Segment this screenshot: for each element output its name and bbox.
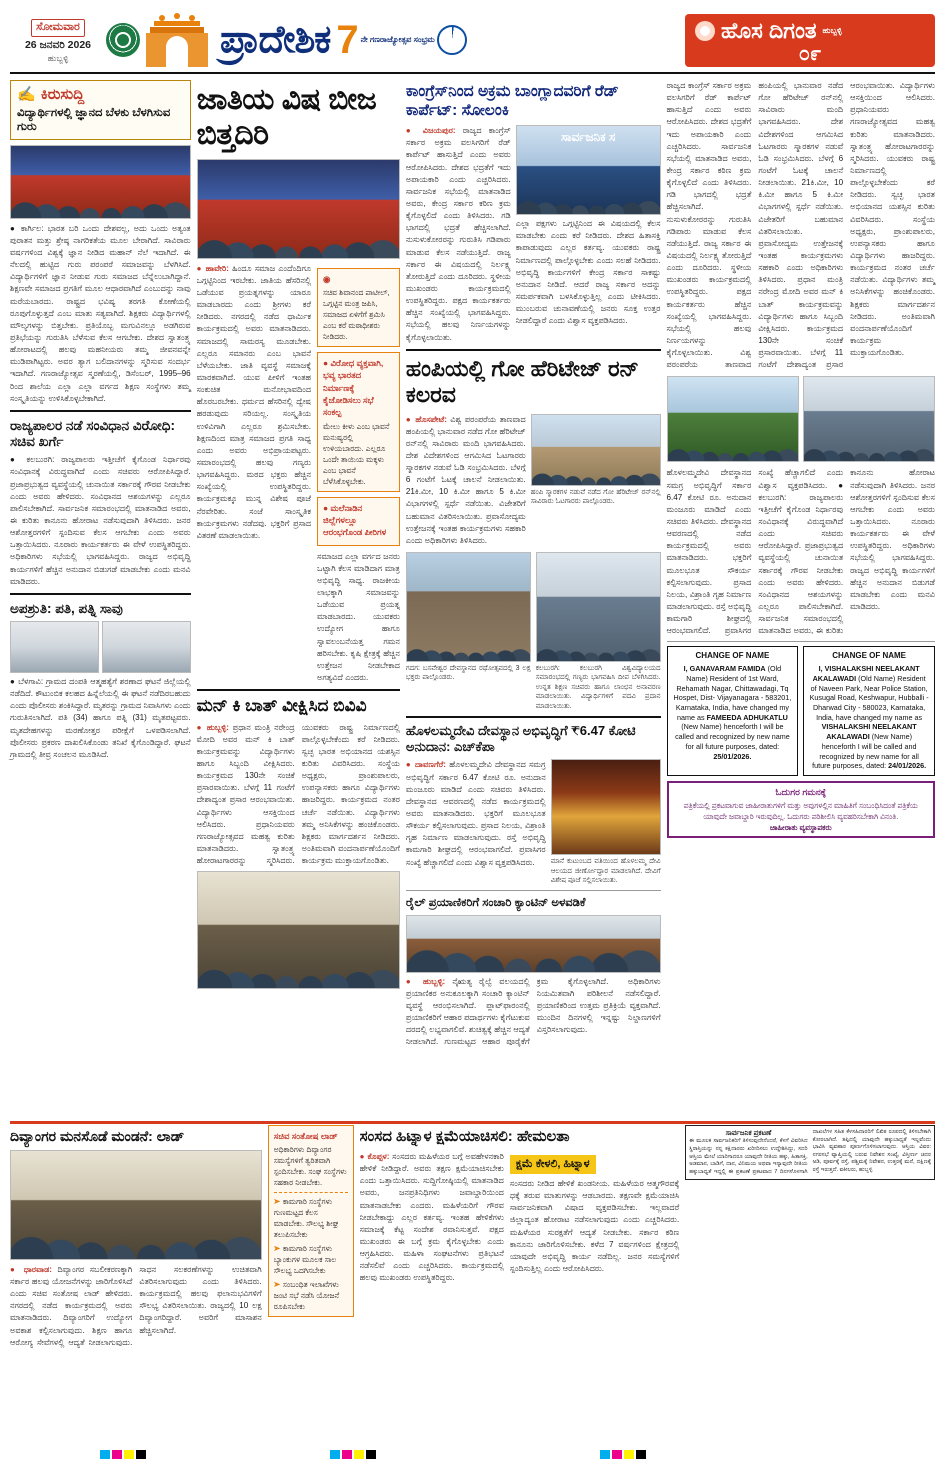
masthead [10, 8, 935, 74]
hampi-text-col [406, 414, 526, 548]
congress-body-wrap [406, 125, 511, 344]
cmyk-mid [330, 1450, 376, 1459]
bottom-column-1 [10, 1125, 262, 1349]
temple-photo [551, 759, 661, 855]
divyanga-body-2: ರಾಜ್ಯದಲ್ಲಿ 10 ಲಕ್ಷ ದಿವ್ಯಾಂಗರಿದ್ದಾರೆ. ಅವರಿಗೆ ಮಾಸಾಶನ ಹೆಚ್ಚಿಸಲಾಗಿದೆ. [139, 1301, 262, 1335]
col4-temple-cont: ಹೊಳಲಮ್ಮದೇವಿ ದೇವಸ್ಥಾನದ ಸಮಗ್ರ ಅಭಿವೃದ್ಧಿಗೆ ಸರ್ಕಾರ 6.47 ಕೋಟಿ ರೂ. ಅನುದಾನ ಮಂಜೂರು ಮಾಡಿದೆ ಎಂದು ಸಚಿವರು ತಿಳಿಸಿದರು. ದೇವಸ್ಥಾನದ ಆವರಣದಲ್ಲಿ ನಡೆದ ಕಾರ್ಯಕ್ರಮದಲ್ಲಿ ಅವರು ಮಾತನಾಡಿದರು. ಭಕ್ತರಿಗೆ ಮೂಲಭೂತ ಸೌಕರ್ಯ ಕಲ್ಪಿಸಲಾಗುವುದು. ಪ್ರಸಾದ ನಿಲಯ, ವಿಶ್ರಾಂತಿ ಗೃಹ ನಿರ್ಮಾಣ ಮಾಡಲಾಗುವುದು. ರಸ್ತೆ ಅಭಿವೃದ್ಧಿ ಕಾಮಗಾರಿ ಶೀಘ್ರದಲ್ಲಿ ಆರಂಭವಾಗಲಿದೆ. ಪ್ರವಾಸಿಗರ ಸಂಖ್ಯೆ ಹೆಚ್ಚಾಗಲಿದೆ ಎಂದು ವಿಶ್ವಾಸ ವ್ಯಕ್ತಪಡಿಸಿದರು. [666, 468, 844, 636]
divyanga-box-title: ಸಚಿವ ಸಂತೋಷ ಲಾಡ್‌ [273, 1131, 338, 1141]
manki-photo [197, 871, 400, 989]
divyanga-photo [10, 1150, 262, 1260]
hemalatha-wrap [360, 1151, 680, 1285]
hemalatha-text-col [360, 1151, 504, 1285]
main-dateline: ● ಹಾವೇರಿ: [196, 263, 229, 273]
cmyk-magenta-3 [612, 1450, 622, 1459]
bottom-columns [10, 1125, 935, 1349]
bottom-column-4 [685, 1125, 935, 1349]
col4-governor-cont: ● ಕಲಬುರಗಿ: ರಾಜ್ಯಪಾಲರು ಇತ್ತೀಚೆಗೆ ಕೈಗೊಂಡ ನಿರ್ಧಾರವು ಸಂವಿಧಾನಕ್ಕೆ ವಿರುದ್ಧವಾಗಿದೆ ಎಂದು ಸಚಿವರು ಆರೋಪಿಸಿದ್ದಾರೆ. ಪ್ರಜಾಪ್ರಭುತ್ವದ ವ್ಯವಸ್ಥೆಯಲ್ಲಿ ಚುನಾಯಿತ ಸರ್ಕಾರಕ್ಕೆ ಗೌರವ ನೀಡಬೇಕು ಎಂದು ಅವರು ಹೇಳಿದರು. ಸಂವಿಧಾನದ ಆಶಯಗಳನ್ನು ಎಲ್ಲರೂ ಪಾಲಿಸಬೇಕಾಗಿದೆ. ಸಾರ್ವಜನಿಕ ಸಮಾರಂಭದಲ್ಲಿ ಮಾತನಾಡಿದ ಅವರು, ಈ ಕುರಿತು ಕಾನೂನು ಹೋರಾಟ ನಡೆಸುವುದಾಗಿ ತಿಳಿಸಿದರು. ಜನರ ಆಶೋತ್ತರಗಳಿಗೆ ಸ್ಪಂದಿಸುವ ಕೆಲಸ ಆಗಬೇಕು ಎಂದು ಅವರು ಒತ್ತಾಯಿಸಿದರು. ನೂರಾರು ಕಾರ್ಯಕರ್ತರು ಈ ವೇಳೆ ಉಪಸ್ಥಿತರಿದ್ದರು. ಅಧಿಕಾರಿಗಳು ಸಭೆಯಲ್ಲಿ ಭಾಗವಹಿಸಿದ್ದರು. ರಾಜ್ಯದ ಅಭಿವೃದ್ಧಿ ಕಾರ್ಯಗಳಿಗೆ ಹೆಚ್ಚಿನ ಅನುದಾನ ಬಿಡುಗಡೆ ಮಾಡಬೇಕು ಎಂದು ಮನವಿ ಮಾಡಿದರು. [758, 468, 935, 636]
anniversary-text: ನೇ ಗಣರಾಜ್ಯೋತ್ಸವ ಸಂಭ್ರಮ [360, 35, 435, 45]
apashruti-headline: ಅಪಶ್ರುತಿ: ಪತಿ, ಪತ್ನಿ ಸಾವು [10, 600, 123, 616]
brand-name-row [695, 18, 925, 44]
congress-text-col [406, 125, 511, 344]
column-1 [10, 80, 191, 1048]
india-gate-icon [140, 13, 214, 67]
col4-hampi-cont: ವಿಶ್ವ ಪರಂಪರೆಯ ತಾಣವಾದ ಹಂಪಿಯಲ್ಲಿ ಭಾನುವಾರ ನಡೆದ ಗೋ ಹೆರಿಟೇಜ್ ರನ್‌ನಲ್ಲಿ ಸಾವಿರಾರು ಮಂದಿ ಭಾಗವಹಿಸಿದರು. ದೇಶ ವಿದೇಶಗಳಿಂದ ಆಗಮಿಸಿದ ಓಟಗಾರರು ಸ್ಮಾರಕಗಳ ನಡುವೆ ಓಡಿ ಸಂಭ್ರಮಿಸಿದರು. ಬೆಳಗ್ಗೆ 6 ಗಂಟೆಗೆ ಓಟಕ್ಕೆ ಚಾಲನೆ ನೀಡಲಾಯಿತು. 21ಕಿ.ಮೀ, 10 ಕಿ.ಮೀ ಹಾಗೂ 5 ಕಿ.ಮೀ ವಿಭಾಗಗಳಲ್ಲಿ ಸ್ಪರ್ಧೆ ನಡೆಯಿತು. ವಿಜೇತರಿಗೆ ಬಹುಮಾನ ವಿತರಿಸಲಾಯಿತು. ಪ್ರವಾಸೋದ್ಯಮ ಉತ್ತೇಜನಕ್ಕೆ ಇಂತಹ ಕಾರ್ಯಕ್ರಮಗಳು ಸಹಕಾರಿ ಎಂದು ಅಧಿಕಾರಿಗಳು ತಿಳಿಸಿದರು. [666, 81, 844, 370]
hampi-wrap [406, 414, 661, 548]
hampi-photo-2 [406, 552, 531, 662]
col4-photos [667, 376, 935, 462]
divyanga-box-item-1-text: ಕಾಮಗಾರಿ ಸಂಸ್ಥೆಗಳು ಗುಣಮಟ್ಟದ ಕೆಲಸ ಮಾಡಬೇಕು. ಸೌಲಭ್ಯ ಶೀಘ್ರ ತಲುಪಿಸಬೇಕು [273, 1197, 339, 1240]
masthead-date: 26 ಜನವರಿ 2026 [24, 39, 92, 51]
hampi-photo-3-wrap [536, 552, 661, 711]
page-number: ೦೯ [798, 42, 822, 65]
classified-head: ಓದುಗರ ಗಮನಕ್ಕೆ [775, 787, 827, 798]
public-notice-title: ಸಾರ್ವಜನಿಕ ಪ್ರಕಟಣೆ [725, 1130, 772, 1137]
masthead-date-block [10, 16, 106, 64]
change-of-name-1-date: 25/01/2026. [713, 751, 752, 761]
hampi-photo-2-wrap [406, 552, 531, 711]
brand-name: ಹೊಸ ದಿಗಂತ [721, 17, 817, 43]
anniversary-badge [336, 20, 466, 60]
divyanga-body: ದಿವ್ಯಾಂಗರ ಸಬಲೀಕರಣಕ್ಕಾಗಿ ಸರ್ಕಾರ ಹಲವು ಯೋಜನೆಗಳನ್ನು ಜಾರಿಗೊಳಿಸಿದೆ ಎಂದು ಸಚಿವ ಸಂತೋಷ ಲಾಡ್ ಹೇಳಿದರು. ನಗರದಲ್ಲಿ ನಡೆದ ಕಾರ್ಯಕ್ರಮದಲ್ಲಿ ಅವರು ಮಾತನಾಡಿದರು. ದಿವ್ಯಾಂಗರಿಗೆ ಉದ್ಯೋಗ ಅವಕಾಶ ಕಲ್ಪಿಸಲಾಗುವುದು. ಶಿಕ್ಷಣ ಹಾಗೂ ಆರೋಗ್ಯ ಸೇವೆಗಳಲ್ಲಿ ಆದ್ಯತೆ ನೀಡಲಾಗುವುದು. ಸಾಧನ ಸಲಕರಣೆಗಳನ್ನು ಉಚಿತವಾಗಿ ವಿತರಿಸಲಾಗುವುದು ಎಂದು ತಿಳಿಸಿದರು. ಕಾರ್ಯಕ್ರಮದಲ್ಲಿ ಹಲವು ಫಲಾನುಭವಿಗಳಿಗೆ ಸೌಲಭ್ಯ ವಿತರಿಸಲಾಯಿತು. [10, 1264, 262, 1347]
change-of-name-1 [667, 646, 799, 776]
apashruti-body: ● ಬೆಳಗಾವಿ: ಗ್ರಾಮದ ದಂಪತಿ ಆತ್ಮಹತ್ಯೆಗೆ ಶರಣಾದ ಘಟನೆ ಜಿಲ್ಲೆಯಲ್ಲಿ ನಡೆದಿದೆ. ಕೌಟುಂಬಿಕ ಕಲಹದ ಹಿನ್ನೆಲೆಯಲ್ಲಿ ಈ ಘಟನೆ ನಡೆದಿರಬಹುದು ಎಂದು ಪೊಲೀಸರು ಶಂಕಿಸಿದ್ದಾರೆ. ಮೃತರನ್ನು ಗ್ರಾಮದ ನಿವಾಸಿಗಳು ಎಂದು ಗುರುತಿಸಲಾಗಿದೆ. ಪತಿ (34) ಹಾಗೂ ಪತ್ನಿ (31) ಮೃತಪಟ್ಟವರು. ಮೃತದೇಹಗಳನ್ನು ಮರಣೋತ್ತರ ಪರೀಕ್ಷೆಗೆ ಒಳಪಡಿಸಲಾಗಿದೆ. ಪೊಲೀಸರು ಪ್ರಕರಣ ದಾಖಲಿಸಿಕೊಂಡು ತನಿಖೆ ಕೈಗೊಂಡಿದ್ದಾರೆ. ಘಟನೆ ಗ್ರಾಮದಲ್ಲಿ ತೀವ್ರ ಸಂಚಲನ ಮೂಡಿಸಿದೆ. [10, 676, 191, 759]
rail-dateline: ● ಹುಬ್ಬಳ್ಳಿ: [405, 976, 446, 986]
public-notice-body: ಈ ಮೂಲಕ ಸಾರ್ವಜನಿಕರಿಗೆ ತಿಳಿಸುವುದೇನೆಂದರೆ, ಕೆಳಗೆ ವಿವರಿಸಿದ ಸ್ಥಿರಾಸ್ತಿಯನ್ನು ನನ್ನ ಕಕ್ಷಿದಾರರು ಖರೀದಿಸಲು ಉದ್ದೇಶಿಸಿದ್ದು, ಸದರಿ ಆಸ್ತಿಯ ಮೇಲೆ ಯಾರಿಗಾದರೂ ಯಾವುದೇ ರೀತಿಯ ಹಕ್ಕು, ಹಿತಾಸಕ್ತಿ, ಅಡಮಾನ, ಬಾಡಿಗೆ, ದಾನ, ವಿನಿಮಯ ಅಥವಾ ಇನ್ಯಾವುದೇ ರೀತಿಯ ಹಕ್ಕುಬಾಧ್ಯತೆ ಇದ್ದಲ್ಲಿ ಈ ಪ್ರಕಟಣೆ ಪ್ರಕಟವಾದ 7 ದಿನಗಳೊಳಗಾಗಿ ದಾಖಲೆಗಳ ಸಹಿತ ಕೆಳಸಹಿದಾರರಿಗೆ ಲಿಖಿತ ರೂಪದಲ್ಲಿ ತಿಳಿಸಬೇಕಾಗಿ ಕೋರಲಾಗಿದೆ. ತಪ್ಪಿದಲ್ಲಿ ಯಾವುದೇ ಹಕ್ಕುಬಾಧ್ಯತೆ ಇಲ್ಲವೆಂದು ಭಾವಿಸಿ ವ್ಯವಹಾರ ಪೂರ್ಣಗೊಳಿಸಲಾಗುವುದು. ಆಸ್ತಿಯ ವಿವರ: ನಗರಸಭೆ ವ್ಯಾಪ್ತಿಯಲ್ಲಿ ಬರುವ ನಿವೇಶನ ಸಂಖ್ಯೆ, ವಿಸ್ತೀರ್ಣ ಚದರ ಅಡಿ, ಪೂರ್ವಕ್ಕೆ ರಸ್ತೆ, ಪಶ್ಚಿಮಕ್ಕೆ ನಿವೇಶನ, ಉತ್ತರಕ್ಕೆ ಮನೆ, ದಕ್ಷಿಣಕ್ಕೆ ರಸ್ತೆ ಇರುತ್ತದೆ. [689, 1129, 931, 1175]
divyanga-box-item-2 [274, 1243, 348, 1276]
divider-5 [406, 716, 661, 718]
hampi-body: ವಿಶ್ವ ಪರಂಪರೆಯ ತಾಣವಾದ ಹಂಪಿಯಲ್ಲಿ ಭಾನುವಾರ ನಡೆದ ಗೋ ಹೆರಿಟೇಜ್ ರನ್‌ನಲ್ಲಿ ಸಾವಿರಾರು ಮಂದಿ ಭಾಗವಹಿಸಿದರು. ದೇಶ ವಿದೇಶಗಳಿಂದ ಆಗಮಿಸಿದ ಓಟಗಾರರು ಸ್ಮಾರಕಗಳ ನಡುವೆ ಓಡಿ ಸಂಭ್ರಮಿಸಿದರು. ಬೆಳಗ್ಗೆ 6 ಗಂಟೆಗೆ ಓಟಕ್ಕೆ ಚಾಲನೆ ನೀಡಲಾಯಿತು. 21ಕಿ.ಮೀ, 10 ಕಿ.ಮೀ ಹಾಗೂ 5 ಕಿ.ಮೀ ವಿಭಾಗಗಳಲ್ಲಿ ಸ್ಪರ್ಧೆ ನಡೆಯಿತು. ವಿಜೇತರಿಗೆ ಬಹುಮಾನ ವಿತರಿಸಲಾಯಿತು. ಪ್ರವಾಸೋದ್ಯಮ ಉತ್ತೇಜನಕ್ಕೆ ಇಂತಹ ಕಾರ್ಯಕ್ರಮಗಳು ಸಹಕಾರಿ ಎಂದು ಅಧಿಕಾರಿಗಳು ತಿಳಿಸಿದರು. [405, 414, 526, 545]
change-of-name-1-oldlabel: (Old Name) Resident of 1st Ward, Rehamath Nagar, Chittawadagi, Tq Hospet, Dist- Vijayanagara - 583201, Karnataka, India, have changed my name as [673, 664, 792, 722]
cmyk-black-2 [366, 1450, 376, 1459]
hampi-dateline: ● ಹೊಸಪೇಟೆ: [405, 414, 447, 424]
change-of-name-2-newname: VISHALAKSHI NEELAKANT AKALAWADI [821, 722, 917, 742]
col4-photo-1 [667, 376, 799, 462]
cmyk-magenta-2 [342, 1450, 352, 1459]
rail-photo [406, 915, 661, 973]
apashruti-photo-husband [102, 621, 191, 673]
cmyk-cyan [100, 1450, 110, 1459]
name-change-row [667, 646, 935, 776]
divyanga-dateline: ● ಧಾರವಾಡ: [10, 1264, 52, 1274]
temple-headline: ಹೊಳಲಮ್ಮದೇವಿ ದೇವಸ್ಥಾನ ಅಭಿವೃದ್ಧಿಗೆ ₹6.47 ಕೋಟಿ ಅನುದಾನ: ಎಚ್‌ಕೆಪಾ [405, 723, 636, 754]
change-of-name-1-newlabel: (New Name) henceforth I will be called and recognized by new name for all future purposes, dated: [675, 722, 790, 751]
main-box-2 [317, 352, 400, 492]
hampi-photo-3 [536, 552, 661, 662]
change-of-name-2-title: CHANGE OF NAME [832, 651, 907, 661]
col4-photo-2 [803, 376, 935, 462]
cmyk-cyan-2 [330, 1450, 340, 1459]
hampi-body-wrap [406, 414, 526, 548]
divyanga-box-item-3-text: ಸಂಬಂಧಿತ ಇಲಾಖೆಗಳು ಜಂಟಿ ಸಭೆ ನಡೆಸಿ ಯೋಜನೆ ರೂಪಿಸಬೇಕು [273, 1280, 340, 1312]
column-2 [197, 80, 400, 1048]
main-box-2-text: ಮೇಲು ಕೀಳು ಎಂಬ ಭಾವನೆ ಮನುಷ್ಯರಲ್ಲಿ ಉಳಿಯಬಾರದು. ಎಲ್ಲರೂ ಒಂದೇ ತಾಯಿಯ ಮಕ್ಕಳು ಎಂಬ ಭಾವನೆ ಬೆಳೆಸಿಕೊಳ್ಳಬೇಕು. [323, 421, 390, 486]
cmyk-cyan-3 [600, 1450, 610, 1459]
cmyk-yellow-3 [624, 1450, 634, 1459]
kirusuddi-body: ● ಕಾರ್ಗಿಲ: ಭಾರತ ಬರಿ ಒಂದು ದೇಶವಲ್ಲ, ಅದು ಒಂದು ಅತ್ಯಂತ ಪುರಾತನ ಮತ್ತು ಶ್ರೇಷ್ಠ ನಾಗರಿಕತೆಯ ಮೂಲ ಬೇರಾಗಿದೆ. ಸಾವಿರಾರು ವರ್ಷಗಳಿಂದ ವಿಶ್ವಕ್ಕೆ ಜ್ಞಾನ ನೀಡಿದ ಮಹಾನ್ ನೆಲೆ ಇದಾಗಿದೆ. ಈ ನೆಲದಲ್ಲಿ ಹುಟ್ಟಿದ ಗುರು ಪರಂಪರೆ ಸಮಾಜವನ್ನು ಬೆಳಗಿಸಿದೆ. ವಿದ್ಯಾರ್ಥಿಗಳಿಗೆ ಜ್ಞಾನ ನೀಡುವ ಗುರು ಸಮಾಜದ ಬೆನ್ನೆಲುಬಾಗಿದ್ದಾನೆ. ಶಿಕ್ಷಣವೇ ಸಮಾಜದ ಪ್ರಗತಿಗೆ ಮೂಲ ಆಧಾರವಾಗಿದೆ ಎಂಬುದನ್ನು ನಾವು ಮರೆಯಬಾರದು. ರಾಷ್ಟ್ರದ ಭವಿಷ್ಯ ತರಗತಿ ಕೋಣೆಯಲ್ಲಿ ರೂಪುಗೊಳ್ಳುತ್ತದೆ ಎಂಬ ಮಾತು ಸತ್ಯವಾಗಿದೆ. ಶಿಕ್ಷಕರು ವಿದ್ಯಾರ್ಥಿಗಳಲ್ಲಿ ಮೌಲ್ಯಗಳನ್ನು ಬಿತ್ತಬೇಕು. ಪ್ರತಿಯೊಬ್ಬ ಮಗುವಿನಲ್ಲೂ ಅಡಗಿರುವ ಪ್ರತಿಭೆಯನ್ನು ಗುರುತಿಸಿ ಬೆಳೆಸುವ ಕೆಲಸ ಆಗಬೇಕು. ದೇಶದ ಸ್ವಾತಂತ್ರ್ಯ ಹೋರಾಟದಲ್ಲಿ ಹಲವು ಮಹನೀಯರು ತಮ್ಮ ಜೀವನವನ್ನೇ ಮುಡಿಪಾಗಿಟ್ಟರು. ಅವರ ತ್ಯಾಗ ಬಲಿದಾನಗಳನ್ನು ಸ್ಮರಿಸುವ ಸಂದರ್ಭ ಇದಾಗಿದೆ. ಗಣರಾಜ್ಯೋತ್ಸವ ಸ್ಮರಣೆಯಲ್ಲಿ, ಡಿಸೆಂಬರ್, 1995–96 ರಿಂದ ಶಾಲೆಯ ಎಲ್ಲಾ ಎಲ್ಲಾ ವರ್ಗದ ಶಿಕ್ಷಣ ಸಂಸ್ಥೆಗಳು ತಮ್ಮ ಸಂಸ್ಕೃತಿಯನ್ನು ಉಳಿಸಿಕೊಳ್ಳಬೇಕಾಗಿದೆ. [10, 223, 191, 403]
col4-manki-cont: ಪ್ರಧಾನ ಮಂತ್ರಿ ನರೇಂದ್ರ ಮೋದಿ ಅವರ ಮನ್ ಕಿ ಬಾತ್ ಕಾರ್ಯಕ್ರಮವನ್ನು ವಿದ್ಯಾರ್ಥಿಗಳು ಹಾಗೂ ಸಿಬ್ಬಂದಿ ವೀಕ್ಷಿಸಿದರು. ಕಾರ್ಯಕ್ರಮದ 130ನೇ ಸಂಚಿಕೆ ಪ್ರಸಾರವಾಯಿತು. ಬೆಳಗ್ಗೆ 11 ಗಂಟೆಗೆ ದೇಶಾದ್ಯಂತ ಪ್ರಸಾರ ಆರಂಭವಾಯಿತು. ವಿದ್ಯಾರ್ಥಿಗಳು ಆಸಕ್ತಿಯಿಂದ ಆಲಿಸಿದರು. ಪ್ರಧಾನಿಯವರು ಗಣರಾಜ್ಯೋತ್ಸವದ ಮಹತ್ವ ಕುರಿತು ಮಾತನಾಡಿದರು. ಸ್ವಾತಂತ್ರ್ಯ ಹೋರಾಟಗಾರರನ್ನು ಸ್ಮರಿಸಿದರು. ಯುವಕರು ರಾಷ್ಟ್ರ ನಿರ್ಮಾಣದಲ್ಲಿ ಪಾಲ್ಗೊಳ್ಳಬೇಕೆಂದು ಕರೆ ನೀಡಿದರು. ಸ್ವಚ್ಛ ಭಾರತ ಅಭಿಯಾನದ ಯಶಸ್ಸಿನ ಕುರಿತು ವಿವರಿಸಿದರು. ಸಂಸ್ಥೆಯ ಅಧ್ಯಕ್ಷರು, ಪ್ರಾಂಶುಪಾಲರು, ಉಪನ್ಯಾಸಕರು ಹಾಗೂ ವಿದ್ಯಾರ್ಥಿಗಳು ಹಾಜರಿದ್ದರು. ಕಾರ್ಯಕ್ರಮದ ನಂತರ ಚರ್ಚೆ ನಡೆಯಿತು. ವಿದ್ಯಾರ್ಥಿಗಳು ತಮ್ಮ ಅನಿಸಿಕೆಗಳನ್ನು ಹಂಚಿಕೊಂಡರು. ಶಿಕ್ಷಕರು ಮಾರ್ಗದರ್ಶನ ನೀಡಿದರು. ಅಂತಿಮವಾಗಿ ವಂದನಾರ್ಪಣೆಯೊಂದಿಗೆ ಕಾರ್ಯಕ್ರಮ ಮುಕ್ತಾಯಗೊಂಡಿತು. [758, 81, 935, 370]
congress-photo-col [516, 125, 661, 344]
change-of-name-2-newlabel: (New Name) henceforth I will be called and recognized by new name for all future purposes, dated: [812, 732, 919, 771]
hampi-headline: ಹಂಪಿಯಲ್ಲಿ ಗೋ ಹೆರಿಟೇಜ್‌ ರನ್‌ ಕಲರವ [405, 355, 639, 408]
change-of-name-2-oldlabel: (Old Name) Resident of Naveen Park, Near Police Station, Kusugal Road, Keshwapur, Hubballi - Dharwad City - 580023, Karnataka, India, have changed my name as [809, 673, 929, 722]
divider-3 [197, 689, 400, 691]
change-of-name-1-oldname: I, GANAVARAM FAMIDA [683, 664, 766, 674]
arrow-icon-3: ➤ [273, 1280, 281, 1290]
main-dateline-body [197, 263, 311, 542]
temple-wrap [406, 759, 661, 885]
main-body-col [197, 263, 311, 684]
congress-wrap [406, 125, 661, 344]
kirusuddi-headline: ವಿದ್ಯಾರ್ಥಿಗಳಲ್ಲಿ ಜ್ಞಾನದ ಬೆಳಕು ಬೆಳಗಿಸುವ ಗುರು [17, 107, 171, 134]
cmyk-black [136, 1450, 146, 1459]
emblem-icon [106, 23, 140, 57]
manki-body-wrap [197, 722, 400, 868]
divider-7 [667, 641, 935, 642]
congress-body: ರಾಜ್ಯದ ಕಾಂಗ್ರೆಸ್ ಸರ್ಕಾರ ಅಕ್ರಮ ವಲಸಿಗರಿಗೆ ರೆಡ್ ಕಾರ್ಪೆಟ್ ಹಾಸುತ್ತಿದೆ ಎಂದು ಅವರು ಆರೋಪಿಸಿದರು. ದೇಶದ ಭದ್ರತೆಗೆ ಇದು ಅಪಾಯಕಾರಿ ಎಂದು ಎಚ್ಚರಿಸಿದರು. ಸಾರ್ವಜನಿಕ ಸಭೆಯಲ್ಲಿ ಮಾತನಾಡಿದ ಅವರು, ಕೇಂದ್ರ ಸರ್ಕಾರ ಕಠಿಣ ಕ್ರಮ ಕೈಗೊಳ್ಳಲಿದೆ ಎಂದು ತಿಳಿಸಿದರು. ಗಡಿ ಭಾಗದಲ್ಲಿ ಭದ್ರತೆ ಹೆಚ್ಚಿಸಲಾಗಿದೆ. ನುಸುಳುಕೋರರನ್ನು ಗುರುತಿಸಿ ಗಡಿಪಾರು ಮಾಡುವ ಕೆಲಸ ನಡೆಯುತ್ತಿದೆ. ರಾಜ್ಯ ಸರ್ಕಾರ ಈ ವಿಷಯದಲ್ಲಿ ನಿರ್ಲಕ್ಷ್ಯ ತೋರುತ್ತಿದೆ ಎಂದು ದೂರಿದರು. ಸ್ಥಳೀಯ ಮುಖಂಡರು ಕಾರ್ಯಕ್ರಮದಲ್ಲಿ ಉಪಸ್ಥಿತರಿದ್ದರು. ಪಕ್ಷದ ಕಾರ್ಯಕರ್ತರು ಹೆಚ್ಚಿನ ಸಂಖ್ಯೆಯಲ್ಲಿ ಭಾಗವಹಿಸಿದ್ದರು. ಸಭೆಯಲ್ಲಿ ಹಲವು ನಿರ್ಣಯಗಳನ್ನು ಕೈಗೊಳ್ಳಲಾಯಿತು. [405, 126, 511, 342]
column-4 [667, 80, 935, 1048]
divyanga-headline: ದಿವ್ಯಾಂಗರ ಮನಸೊಡೆ ಮಂಡನೆ: ಲಾಡ್‌ [10, 1128, 185, 1144]
hemalatha-headline: ಸಂಸದ ಹಿಟ್ನಾಳ ಕ್ಷಮೆಯಾಚಿಸಲಿ: ಹೇಮಲತಾ [359, 1128, 570, 1145]
divyanga-body-wrap [10, 1264, 262, 1349]
section-title: ಪ್ರಾದೇಶಿಕ [220, 18, 331, 61]
divider-4 [406, 349, 661, 351]
col4-photo-1-wrap [667, 376, 799, 462]
kirusuddi-photo [10, 145, 191, 219]
divider-6 [406, 890, 661, 891]
kirusuddi-title-row [17, 85, 184, 103]
manki-dateline: ● ಹುಬ್ಬಳ್ಳಿ: [196, 722, 229, 732]
main-box-3-body: ಸಮಾಜದ ಎಲ್ಲಾ ವರ್ಗದ ಜನರು ಒಟ್ಟಾಗಿ ಕೆಲಸ ಮಾಡಿದಾಗ ಮಾತ್ರ ಅಭಿವೃದ್ಧಿ ಸಾಧ್ಯ. ರಾಜಕೀಯ ಲಾಭಕ್ಕಾಗಿ ಸಮಾಜವನ್ನು ಒಡೆಯುವ ಪ್ರಯತ್ನ ಮಾಡಬಾರದು. ಯುವಕರು ಉದ್ಯೋಗ ಹಾಗೂ ಸ್ವಾವಲಂಬನೆಯತ್ತ ಗಮನ ಹರಿಸಬೇಕು. ಕೃಷಿ ಕ್ಷೇತ್ರಕ್ಕೆ ಹೆಚ್ಚಿನ ಉತ್ತೇಜನ ನೀಡಬೇಕಾದ ಅಗತ್ಯವಿದೆ ಎಂದರು. [317, 551, 400, 682]
cmyk-left [100, 1450, 146, 1459]
temple-text-col [406, 759, 546, 885]
divyanga-box-item-1 [274, 1196, 348, 1240]
main-body: ಹಿಂದೂ ಸಮಾಜ ಎಂದೆಂದಿಗೂ ಒಗ್ಗಟ್ಟಿನಿಂದ ಇರಬೇಕು. ಜಾತಿಯ ಹೆಸರಿನಲ್ಲಿ ಒಡೆಯುವ ಪ್ರಯತ್ನಗಳನ್ನು ಯಾರೂ ಮಾಡಬಾರದು ಎಂದು ಶ್ರೀಗಳು ಕರೆ ನೀಡಿದರು. ನಗರದಲ್ಲಿ ನಡೆದ ಧಾರ್ಮಿಕ ಕಾರ್ಯಕ್ರಮದಲ್ಲಿ ಅವರು ಮಾತನಾಡಿದರು. ಸಮಾಜದಲ್ಲಿ ಸಾಮರಸ್ಯ ಮೂಡಬೇಕು. ಎಲ್ಲರೂ ಸಮಾನರು ಎಂಬ ಭಾವನೆ ಬೆಳೆಯಬೇಕು. ಜಾತಿ ವ್ಯವಸ್ಥೆ ಸಮಾಜಕ್ಕೆ ಮಾರಕವಾಗಿದೆ. ಯುವ ಪೀಳಿಗೆ ಇಂತಹ ಸಂಕುಚಿತ ಮನೋಭಾವದಿಂದ ಹೊರಬರಬೇಕು. ಧರ್ಮದ ಹೆಸರಿನಲ್ಲಿ ದ್ವೇಷ ಹರಡುವುದು ಸರಿಯಲ್ಲ. ಸಂಸ್ಕೃತಿಯ ಉಳಿವಿಗಾಗಿ ಎಲ್ಲರೂ ಶ್ರಮಿಸಬೇಕು. ಶಿಕ್ಷಣದಿಂದ ಮಾತ್ರ ಸಮಾಜದ ಪ್ರಗತಿ ಸಾಧ್ಯ ಎಂದು ಅವರು ಅಭಿಪ್ರಾಯಪಟ್ಟರು. ಸಮಾರಂಭದಲ್ಲಿ ಹಲವು ಗಣ್ಯರು ಭಾಗವಹಿಸಿದ್ದರು. ಮಠದ ಭಕ್ತರು ಹೆಚ್ಚಿನ ಸಂಖ್ಯೆಯಲ್ಲಿ ಉಪಸ್ಥಿತರಿದ್ದರು. ಕಾರ್ಯಕ್ರಮಕ್ಕೂ ಮುನ್ನ ವಿಶೇಷ ಪೂಜೆ ನೆರವೇರಿತು. ಸಂಜೆ ಸಾಂಸ್ಕೃತಿಕ ಕಾರ್ಯಕ್ರಮಗಳು ನಡೆದವು. ಭಕ್ತರಿಗೆ ಪ್ರಸಾದ ವಿತರಣೆ ಮಾಡಲಾಯಿತು. [196, 263, 312, 540]
col4-congress-cont: ರಾಜ್ಯದ ಕಾಂಗ್ರೆಸ್ ಸರ್ಕಾರ ಅಕ್ರಮ ವಲಸಿಗರಿಗೆ ರೆಡ್ ಕಾರ್ಪೆಟ್ ಹಾಸುತ್ತಿದೆ ಎಂದು ಅವರು ಆರೋಪಿಸಿದರು. ದೇಶದ ಭದ್ರತೆಗೆ ಇದು ಅಪಾಯಕಾರಿ ಎಂದು ಎಚ್ಚರಿಸಿದರು. ಸಾರ್ವಜನಿಕ ಸಭೆಯಲ್ಲಿ ಮಾತನಾಡಿದ ಅವರು, ಕೇಂದ್ರ ಸರ್ಕಾರ ಕಠಿಣ ಕ್ರಮ ಕೈಗೊಳ್ಳಲಿದೆ ಎಂದು ತಿಳಿಸಿದರು. ಗಡಿ ಭಾಗದಲ್ಲಿ ಭದ್ರತೆ ಹೆಚ್ಚಿಸಲಾಗಿದೆ. ನುಸುಳುಕೋರರನ್ನು ಗುರುತಿಸಿ ಗಡಿಪಾರು ಮಾಡುವ ಕೆಲಸ ನಡೆಯುತ್ತಿದೆ. ರಾಜ್ಯ ಸರ್ಕಾರ ಈ ವಿಷಯದಲ್ಲಿ ನಿರ್ಲಕ್ಷ್ಯ ತೋರುತ್ತಿದೆ ಎಂದು ದೂರಿದರು. ಸ್ಥಳೀಯ ಮುಖಂಡರು ಕಾರ್ಯಕ್ರಮದಲ್ಲಿ ಉಪಸ್ಥಿತರಿದ್ದರು. ಪಕ್ಷದ ಕಾರ್ಯಕರ್ತರು ಹೆಚ್ಚಿನ ಸಂಖ್ಯೆಯಲ್ಲಿ ಭಾಗವಹಿಸಿದ್ದರು. ಸಭೆಯಲ್ಲಿ ಹಲವು ನಿರ್ಣಯಗಳನ್ನು ಕೈಗೊಳ್ಳಲಾಯಿತು. [666, 81, 752, 358]
main-photo [197, 159, 400, 259]
anniversary-number: 7 [336, 18, 359, 62]
classified-notice [667, 781, 935, 838]
cmyk-black-3 [636, 1450, 646, 1459]
manki-body: ಪ್ರಧಾನ ಮಂತ್ರಿ ನರೇಂದ್ರ ಮೋದಿ ಅವರ ಮನ್ ಕಿ ಬಾತ್ ಕಾರ್ಯಕ್ರಮವನ್ನು ವಿದ್ಯಾರ್ಥಿಗಳು ಹಾಗೂ ಸಿಬ್ಬಂದಿ ವೀಕ್ಷಿಸಿದರು. ಕಾರ್ಯಕ್ರಮದ 130ನೇ ಸಂಚಿಕೆ ಪ್ರಸಾರವಾಯಿತು. ಬೆಳಗ್ಗೆ 11 ಗಂಟೆಗೆ ದೇಶಾದ್ಯಂತ ಪ್ರಸಾರ ಆರಂಭವಾಯಿತು. ವಿದ್ಯಾರ್ಥಿಗಳು ಆಸಕ್ತಿಯಿಂದ ಆಲಿಸಿದರು. ಪ್ರಧಾನಿಯವರು ಗಣರಾಜ್ಯೋತ್ಸವದ ಮಹತ್ವ ಕುರಿತು ಮಾತನಾಡಿದರು. ಸ್ವಾತಂತ್ರ್ಯ ಹೋರಾಟಗಾರರನ್ನು ಸ್ಮರಿಸಿದರು. ಯುವಕರು ರಾಷ್ಟ್ರ ನಿರ್ಮಾಣದಲ್ಲಿ ಪಾಲ್ಗೊಳ್ಳಬೇಕೆಂದು ಕರೆ ನೀಡಿದರು. ಸ್ವಚ್ಛ ಭಾರತ ಅಭಿಯಾನದ ಯಶಸ್ಸಿನ ಕುರಿತು ವಿವರಿಸಿದರು. ಸಂಸ್ಥೆಯ ಅಧ್ಯಕ್ಷರು, ಪ್ರಾಂಶುಪಾಲರು, ಉಪನ್ಯಾಸಕರು ಹಾಗೂ ವಿದ್ಯಾರ್ಥಿಗಳು ಹಾಜರಿದ್ದರು. ಕಾರ್ಯಕ್ರಮದ ನಂತರ ಚರ್ಚೆ ನಡೆಯಿತು. ವಿದ್ಯಾರ್ಥಿಗಳು ತಮ್ಮ ಅನಿಸಿಕೆಗಳನ್ನು ಹಂಚಿಕೊಂಡರು. ಶಿಕ್ಷಕರು ಮಾರ್ಗದರ್ಶನ ನೀಡಿದರು. ಅಂತಿಮವಾಗಿ ವಂದನಾರ್ಪಣೆಯೊಂದಿಗೆ ಕಾರ್ಯಕ್ರಮ ಮುಕ್ತಾಯಗೊಂಡಿತು. [196, 722, 400, 866]
hemalatha-dateline: ● ಕೊಪ್ಪಳ: [359, 1152, 390, 1161]
masthead-day: ಸೋಮವಾರ [31, 19, 85, 37]
bottom-rule [10, 1121, 935, 1124]
main-box-3-title: ● ಮಲೆನಾಡಿನ ಜಿಲ್ಲೆಗಳಲ್ಲೂ ಆರಂಭಗೊಂಡ ಪೀರಿಗಳ [323, 502, 387, 538]
hemalatha-body-wrap [360, 1151, 504, 1285]
column-3 [406, 80, 661, 1048]
governor-headline: ರಾಜ್ಯಪಾಲರ ನಡೆ ಸಂವಿಧಾನ ವಿರೋಧಿ: ಸಚಿವ ಖರ್ಗೆ [10, 417, 176, 450]
arrow-icon-2: ➤ [273, 1244, 281, 1254]
arrow-icon-1: ➤ [273, 1197, 281, 1207]
page-columns [10, 80, 935, 1048]
brand-sub: ಹುಬ್ಬಳ್ಳಿ [822, 25, 842, 35]
main-body-wrap [197, 263, 400, 684]
change-of-name-2 [803, 646, 935, 776]
public-notice [685, 1125, 935, 1180]
ashoka-chakra-icon [437, 25, 467, 55]
col4-top-text [667, 80, 935, 371]
hampi-caption-3: ಕಲಬುರಗಿ: ಕಲಬುರಗಿ ವಿಶ್ವವಿದ್ಯಾಲಯದ ಸಮಾರಂಭದಲ್ಲಿ ಗಣ್ಯರು ಭಾಗವಹಿಸಿ ದೀಪ ಬೆಳಗಿಸಿದರು. ಉನ್ನತ ಶಿಕ್ಷಣ ಸಚಿವರು ಹಾಗೂ ಲಾಂಛನ ಅನಾವರಣ ಮಾಡಲಾಯಿತು. ವಿದ್ಯಾರ್ಥಿಗಳಿಗೆ ಪದವಿ ಪ್ರದಾನ ಮಾಡಲಾಯಿತು. [535, 665, 661, 710]
kirusuddi-box [10, 80, 191, 140]
temple-dateline: ● ದಾವಣಗೆರೆ: [405, 760, 446, 770]
congress-body-2: ಎಲ್ಲಾ ಪಕ್ಷಗಳು ಒಗ್ಗಟ್ಟಿನಿಂದ ಈ ವಿಷಯದಲ್ಲಿ ಕೆಲಸ ಮಾಡಬೇಕು ಎಂದು ಕರೆ ನೀಡಿದರು. ದೇಶದ ಹಿತಾಸಕ್ತಿ ಕಾಪಾಡುವುದು ಎಲ್ಲರ ಕರ್ತವ್ಯ. ಯುವಕರು ರಾಷ್ಟ್ರ ನಿರ್ಮಾಣದಲ್ಲಿ ಪಾಲ್ಗೊಳ್ಳಬೇಕು ಎಂದು ಸಲಹೆ ನೀಡಿದರು. ಅಭಿವೃದ್ಧಿ ಕಾರ್ಯಗಳಿಗೆ ಕೇಂದ್ರ ಸರ್ಕಾರ ಸಾಕಷ್ಟು ಅನುದಾನ ನೀಡಿದೆ. ಆದರೆ ರಾಜ್ಯ ಸರ್ಕಾರ ಅದನ್ನು ಸಮರ್ಪಕವಾಗಿ ಬಳಸಿಕೊಳ್ಳುತ್ತಿಲ್ಲ ಎಂದು ಟೀಕಿಸಿದರು. ಮುಂಬರುವ ಚುನಾವಣೆಯಲ್ಲಿ ಜನರು ಸೂಕ್ತ ಉತ್ತರ ನೀಡಲಿದ್ದಾರೆ ಎಂದು ವಿಶ್ವಾಸ ವ್ಯಕ್ತಪಡಿಸಿದರು. [515, 219, 661, 326]
divider [10, 410, 191, 412]
change-of-name-2-date: 24/01/2026. [888, 761, 927, 771]
divyanga-box-item-3 [274, 1279, 348, 1312]
governor-body: ● ಕಲಬುರಗಿ: ರಾಜ್ಯಪಾಲರು ಇತ್ತೀಚೆಗೆ ಕೈಗೊಂಡ ನಿರ್ಧಾರವು ಸಂವಿಧಾನಕ್ಕೆ ವಿರುದ್ಧವಾಗಿದೆ ಎಂದು ಸಚಿವರು ಆರೋಪಿಸಿದ್ದಾರೆ. ಪ್ರಜಾಪ್ರಭುತ್ವದ ವ್ಯವಸ್ಥೆಯಲ್ಲಿ ಚುನಾಯಿತ ಸರ್ಕಾರಕ್ಕೆ ಗೌರವ ನೀಡಬೇಕು ಎಂದು ಅವರು ಹೇಳಿದರು. ಸಂವಿಧಾನದ ಆಶಯಗಳನ್ನು ಎಲ್ಲರೂ ಪಾಲಿಸಬೇಕಾಗಿದೆ. ಸಾರ್ವಜನಿಕ ಸಮಾರಂಭದಲ್ಲಿ ಮಾತನಾಡಿದ ಅವರು, ಈ ಕುರಿತು ಕಾನೂನು ಹೋರಾಟ ನಡೆಸುವುದಾಗಿ ತಿಳಿಸಿದರು. ಜನರ ಆಶೋತ್ತರಗಳಿಗೆ ಸ್ಪಂದಿಸುವ ಕೆಲಸ ಆಗಬೇಕು ಎಂದು ಅವರು ಒತ್ತಾಯಿಸಿದರು. ನೂರಾರು ಕಾರ್ಯಕರ್ತರು ಈ ವೇಳೆ ಉಪಸ್ಥಿತರಿದ್ದರು. ಅಧಿಕಾರಿಗಳು ಸಭೆಯಲ್ಲಿ ಭಾಗವಹಿಸಿದ್ದರು. ರಾಜ್ಯದ ಅಭಿವೃದ್ಧಿ ಕಾರ್ಯಗಳಿಗೆ ಹೆಚ್ಚಿನ ಅನುದಾನ ಬಿಡುಗಡೆ ಮಾಡಬೇಕು ಎಂದು ಮನವಿ ಮಾಡಿದರು. [10, 455, 191, 586]
congress-dateline: ● ವಿಜಯಪುರ: [405, 126, 456, 136]
rail-headline: ರೈಲ್‌ ಪ್ರಯಾಣಿಕರಿಗೆ ಸಂಚಾರಿ ಕ್ಯಾಂಟಿನ್‌ ಅಳವಡಿಕೆ [405, 896, 586, 909]
congress-headline: ಕಾಂಗ್ರೆಸ್‌ನಿಂದ ಅಕ್ರಮ ಬಾಂಗ್ಲಾದವರಿಗೆ ರೆಡ್‌ ಕಾರ್ಪೆಟ್‌: ಸೋಲಂಕಿ [405, 83, 619, 119]
temple-body: ಹೊಳಲಮ್ಮದೇವಿ ದೇವಸ್ಥಾನದ ಸಮಗ್ರ ಅಭಿವೃದ್ಧಿಗೆ ಸರ್ಕಾರ 6.47 ಕೋಟಿ ರೂ. ಅನುದಾನ ಮಂಜೂರು ಮಾಡಿದೆ ಎಂದು ಸಚಿವರು ತಿಳಿಸಿದರು. ದೇವಸ್ಥಾನದ ಆವರಣದಲ್ಲಿ ನಡೆದ ಕಾರ್ಯಕ್ರಮದಲ್ಲಿ ಅವರು ಮಾತನಾಡಿದರು. ಭಕ್ತರಿಗೆ ಮೂಲಭೂತ ಸೌಕರ್ಯ ಕಲ್ಪಿಸಲಾಗುವುದು. ಪ್ರಸಾದ ನಿಲಯ, ವಿಶ್ರಾಂತಿ ಗೃಹ ನಿರ್ಮಾಣ ಮಾಡಲಾಗುವುದು. ರಸ್ತೆ ಅಭಿವೃದ್ಧಿ ಕಾಮಗಾರಿ ಶೀಘ್ರದಲ್ಲಿ ಆರಂಭವಾಗಲಿದೆ. ಪ್ರವಾಸಿಗರ ಸಂಖ್ಯೆ ಹೆಚ್ಚಾಗಲಿದೆ ಎಂದು ವಿಶ್ವಾಸ ವ್ಯಕ್ತಪಡಿಸಿದರು. [405, 760, 546, 867]
hemalatha-box-title: ಕ್ಷಮೆ ಕೇಳಲಿ, ಹಿಟ್ನಾಳ [510, 1155, 596, 1174]
main-side-boxes [317, 263, 400, 684]
apashruti-photos [10, 621, 191, 673]
brand-logo[interactable] [685, 14, 935, 67]
temple-photo-col [551, 759, 661, 885]
classified-footer: ಜಾಹೀರಾತು ವ್ಯವಸ್ಥಾಪಕರು [769, 822, 832, 832]
temple-caption: ಮಾನೆ ಕುಟುಂಬದ ವತಿಯಿಂದ ಹೊಳಲಮ್ಮ ದೇವಿ ಆಲಯದ ಜೀರ್ಣೋದ್ಧಾರ ಮಾಡಲಾಗಿದೆ. ದೇವಿಗೆ ವಿಶೇಷ ಪೂಜೆ ಸಲ್ಲಿಸಲಾಯಿತು. [550, 858, 661, 885]
divyanga-box-divider [274, 1192, 348, 1193]
congress-photo-banner: ಸಾರ್ವಜನಿಕ ಸ [560, 130, 616, 145]
divider-2 [10, 593, 191, 595]
cmyk-yellow [124, 1450, 134, 1459]
change-of-name-2-oldname: I, VISHALAKSHI NEELAKANT AKALAWADI [812, 664, 920, 683]
public-notice-sign: ವಕೀಲರು, ಹುಬ್ಬಳ್ಳಿ [839, 1166, 873, 1173]
hampi-photos-row [406, 552, 661, 711]
main-headline: ಜಾತಿಯ ವಿಷ ಬೀಜ ಬಿತ್ತದಿರಿ [196, 83, 377, 152]
main-box-1-icon: ◉ [323, 273, 331, 284]
divyanga-box-item-0: ಅಧಿಕಾರಿಗಳು ದಿವ್ಯಾಂಗರ ಸಮಸ್ಯೆಗಳಿಗೆ ತ್ವರಿತವಾಗಿ ಸ್ಪಂದಿಸಬೇಕು. ಸಂಘ ಸಂಸ್ಥೆಗಳು ಸಹಕಾರ ನೀಡಬೇಕು. [273, 1145, 347, 1188]
divyanga-box [268, 1125, 354, 1317]
cmyk-magenta [112, 1450, 122, 1459]
rail-body: ನೈಋತ್ಯ ರೈಲ್ವೆ ವಲಯದಲ್ಲಿ ಪ್ರಯಾಣಿಕರ ಅನುಕೂಲಕ್ಕಾಗಿ ಸಂಚಾರಿ ಕ್ಯಾಂಟಿನ್ ವ್ಯವಸ್ಥೆ ಆರಂಭಿಸಲಾಗಿದೆ. ಪ್ಲಾಟ್‌ಫಾರಂನಲ್ಲಿ ಪ್ರಯಾಣಿಕರಿಗೆ ಆಹಾರ ಪದಾರ್ಥಗಳು ಕೈಗೆಟುಕುವ ದರದಲ್ಲಿ ಲಭ್ಯವಾಗಲಿವೆ. ಶುಚಿತ್ವಕ್ಕೆ ಹೆಚ್ಚಿನ ಆದ್ಯತೆ ನೀಡಲಾಗಿದೆ. ಗುಣಮಟ್ಟದ ಆಹಾರ ಪೂರೈಕೆಗೆ ಕ್ರಮ ಕೈಗೊಳ್ಳಲಾಗಿದೆ. ಅಧಿಕಾರಿಗಳು ನಿಯಮಿತವಾಗಿ ಪರಿಶೀಲನೆ ನಡೆಸಲಿದ್ದಾರೆ. ಪ್ರಯಾಣಿಕರಿಂದ ಉತ್ತಮ ಪ್ರತಿಕ್ರಿಯೆ ವ್ಯಕ್ತವಾಗಿದೆ. ಮುಂದಿನ ದಿನಗಳಲ್ಲಿ ಇನ್ನಷ್ಟು ನಿಲ್ದಾಣಗಳಿಗೆ ವಿಸ್ತರಿಸಲಾಗುವುದು. [405, 976, 661, 1047]
hemalatha-box-col [510, 1151, 679, 1285]
hampi-photo-col [531, 414, 661, 548]
manki-headline: ಮನ್‌ ಕಿ ಬಾತ್‌ ವೀಕ್ಷಿಸಿದ ಬಿವಿವಿ [196, 696, 367, 716]
change-of-name-1-newname: FAMEEDA ADHUKATLU [706, 712, 788, 722]
divyanga-box-item-2-text: ಕಾಮಗಾರಿ ಸಂಸ್ಥೆಗಳು ಬ್ಯಾಂಕುಗಳ ಮೂಲಕ ಸಾಲ ಸೌಲಭ್ಯ ಒದಗಿಸಬೇಕು [273, 1244, 337, 1276]
hampi-caption-1: ಹಂಪಿ ಸ್ಮಾರಕಗಳ ನಡುವೆ ನಡೆದ ಗೋ ಹೆರಿಟೇಜ್ ರನ್‌ನಲ್ಲಿ ಸಾವಿರಾರು ಓಟಗಾರರು ಪಾಲ್ಗೊಂಡರು. [530, 488, 661, 505]
col4-mid-text [667, 467, 935, 637]
lotus-icon [695, 21, 715, 41]
hampi-caption-2: ಗದಗ: ಬಸವೇಶ್ವರ ದೇವಸ್ಥಾನದ ರಥೋತ್ಸವದಲ್ಲಿ 3 ಲಕ್ಷ ಭಕ್ತರು ಪಾಲ್ಗೊಂಡರು. [405, 665, 531, 682]
congress-photo [516, 125, 661, 215]
main-box-1-text: ಸಚಿವ ಶಿವಾನಂದ ಪಾಟೀಲ್, ಒಗ್ಗಟ್ಟಿನ ಮಂತ್ರ ಜಪಿಸಿ, ಸಮಾಜದ ಏಳಿಗೆಗೆ ಶ್ರಮಿಸಿ ಎಂಬ ಕರೆ ಮಠಾಧೀಶರು ನೀಡಿದರು. [323, 288, 390, 342]
bottom-column-2 [268, 1125, 354, 1349]
hemalatha-box-body: ಸಂಸದರು ನೀಡಿದ ಹೇಳಿಕೆ ಖಂಡನೀಯ. ಮಹಿಳೆಯರ ಆತ್ಮಗೌರವಕ್ಕೆ ಧಕ್ಕೆ ತರುವ ಮಾತುಗಳನ್ನು ಆಡಬಾರದು. ತಕ್ಷಣವೇ ಕ್ಷಮೆಯಾಚಿಸಿ ಸಾರ್ವಜನಿಕವಾಗಿ ವಿಷಾದ ವ್ಯಕ್ತಪಡಿಸಬೇಕು. ಇಲ್ಲವಾದರೆ ಜಿಲ್ಲಾದ್ಯಂತ ಹೋರಾಟ ನಡೆಸಲಾಗುವುದು ಎಂದು ಎಚ್ಚರಿಸಿದರು. ಮಹಿಳೆಯರ ಸುರಕ್ಷತೆಗೆ ಆದ್ಯತೆ ನೀಡಬೇಕು. ಸರ್ಕಾರ ಕಠಿಣ ಕಾನೂನು ಜಾರಿಗೊಳಿಸಬೇಕು. ಕಳೆದ 7 ವರ್ಷಗಳಿಂದ ಕ್ಷೇತ್ರದಲ್ಲಿ ಯಾವುದೇ ಅಭಿವೃದ್ಧಿ ಕಾರ್ಯ ನಡೆದಿಲ್ಲ. ಜನರ ಸಮಸ್ಯೆಗಳಿಗೆ ಸ್ಪಂದಿಸುತ್ತಿಲ್ಲ ಎಂದು ಆರೋಪಿಸಿದರು. [509, 1179, 680, 1273]
hemalatha-body: ಸಂಸದರು ಮಹಿಳೆಯರ ಬಗ್ಗೆ ಅವಹೇಳನಕಾರಿ ಹೇಳಿಕೆ ನೀಡಿದ್ದಾರೆ. ಅವರು ತಕ್ಷಣ ಕ್ಷಮೆಯಾಚಿಸಬೇಕು ಎಂದು ಒತ್ತಾಯಿಸಿದರು. ಸುದ್ದಿಗೋಷ್ಠಿಯಲ್ಲಿ ಮಾತನಾಡಿದ ಅವರು, ಜನಪ್ರತಿನಿಧಿಗಳು ಜವಾಬ್ದಾರಿಯಿಂದ ಮಾತನಾಡಬೇಕು ಎಂದರು. ಮಹಿಳೆಯರಿಗೆ ಗೌರವ ನೀಡಬೇಕಾದ್ದು ಎಲ್ಲರ ಕರ್ತವ್ಯ. ಇಂತಹ ಹೇಳಿಕೆಗಳು ಸಮಾಜಕ್ಕೆ ಕೆಟ್ಟ ಸಂದೇಶ ರವಾನಿಸುತ್ತವೆ. ಪಕ್ಷದ ಮುಖಂಡರು ಈ ಬಗ್ಗೆ ಕ್ರಮ ಕೈಗೊಳ್ಳಬೇಕು ಎಂದು ಆಗ್ರಹಿಸಿದರು. ಮಹಿಳಾ ಸಂಘಟನೆಗಳು ಪ್ರತಿಭಟನೆ ನಡೆಸಲಿವೆ ಎಂದು ಎಚ್ಚರಿಸಿದರು. ಕಾರ್ಯಕ್ರಮದಲ್ಲಿ ಹಲವು ಮುಖಂಡರು ಉಪಸ್ಥಿತರಿದ್ದರು. [359, 1152, 504, 1283]
rail-body-wrap [406, 976, 661, 1049]
hand-pen-icon: ✍ [17, 86, 36, 103]
apashruti-photo-wife [10, 621, 99, 673]
hampi-photo [531, 414, 661, 486]
registration-bars [0, 1448, 945, 1460]
col4-photo-2-wrap [803, 376, 935, 462]
classified-body: ಪತ್ರಿಕೆಯಲ್ಲಿ ಪ್ರಕಟವಾಗುವ ಜಾಹೀರಾತುಗಳಿಗೆ ಮತ್ತು ಅವುಗಳಲ್ಲಿನ ಮಾಹಿತಿಗೆ ಸಂಬಂಧಿಸಿದಂತೆ ಪತ್ರಿಕೆಯ ಯಾವುದೇ ಜವಾಬ್ದಾರಿ ಇರುವುದಿಲ್ಲ. ಓದುಗರು ಪರಿಶೀಲಿಸಿ ವ್ಯವಹರಿಸಬೇಕಾಗಿ ವಿನಂತಿ. [683, 800, 918, 821]
temple-body-wrap [406, 759, 546, 868]
masthead-city: ಹುಬ್ಬಳ್ಳಿ [47, 53, 69, 64]
cmyk-yellow-2 [354, 1450, 364, 1459]
bottom-column-3 [360, 1125, 680, 1349]
main-box-2-title: ● ವಿರೋಧ ವ್ಯಕ್ತವಾಗಿ, ಭವ್ಯ ಭಾರತದ ನಿರ್ಮಾಣಕ್ಕೆ ಕೈಜೋಡಿಸಲು ಸಭೆ ಸಂಕಲ್ಪ [323, 358, 384, 418]
main-box-1 [317, 268, 400, 347]
main-box-3 [317, 497, 400, 546]
cmyk-right [600, 1450, 646, 1459]
kirusuddi-label: ಕಿರುಸುದ್ದಿ [40, 85, 85, 103]
change-of-name-1-title: CHANGE OF NAME [695, 651, 770, 661]
